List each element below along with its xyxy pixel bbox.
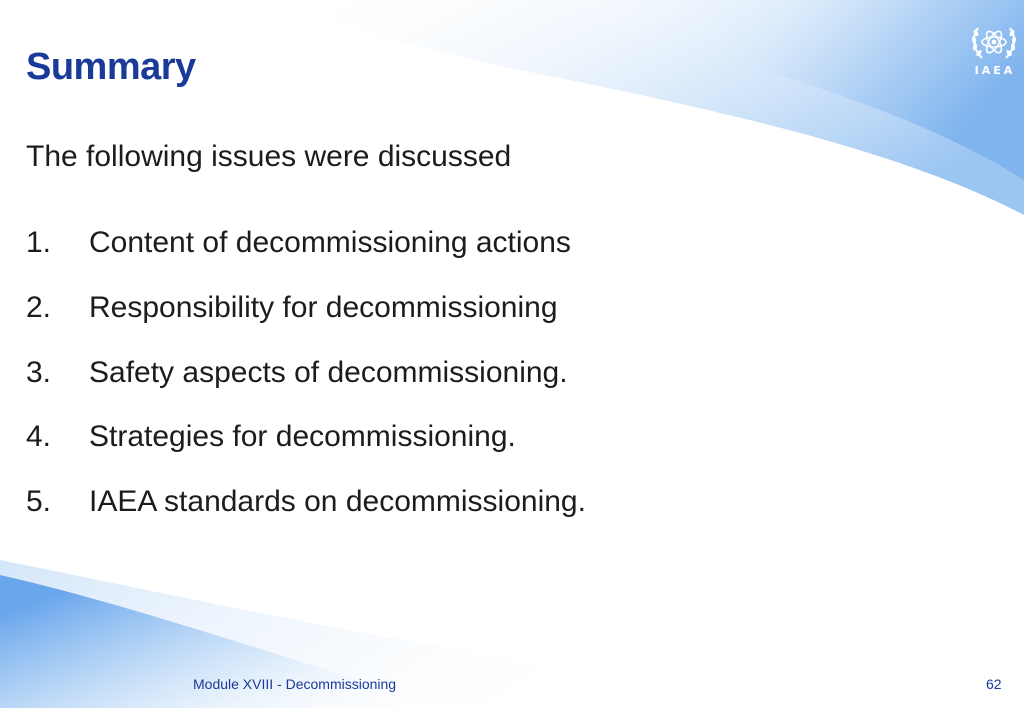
list-item-number: 2. — [26, 291, 52, 324]
page-number: 62 — [986, 676, 1002, 692]
list-item-text: Strategies for decommissioning. — [89, 420, 516, 453]
list-item-number: 4. — [26, 420, 52, 453]
list-item-number: 1. — [26, 226, 52, 259]
list-item — [26, 291, 558, 325]
list-item-text: Responsibility for decommissioning — [89, 291, 558, 324]
slide-title: Summary — [26, 46, 196, 88]
list-item — [26, 485, 586, 519]
list-item — [26, 356, 568, 390]
list-item-text: Content of decommissioning actions — [89, 226, 571, 259]
iaea-logo-text: IAEA — [974, 64, 1016, 77]
list-item-number: 5. — [26, 485, 52, 518]
list-item — [26, 420, 516, 454]
list-item-number: 3. — [26, 356, 52, 389]
list-item — [26, 226, 571, 260]
list-item-text: IAEA standards on decommissioning. — [89, 485, 586, 518]
list-item-text: Safety aspects of decommissioning. — [89, 356, 568, 389]
footer-module-label: Module XVIII - Decommissioning — [193, 676, 397, 692]
intro-text: The following issues were discussed — [26, 140, 512, 173]
